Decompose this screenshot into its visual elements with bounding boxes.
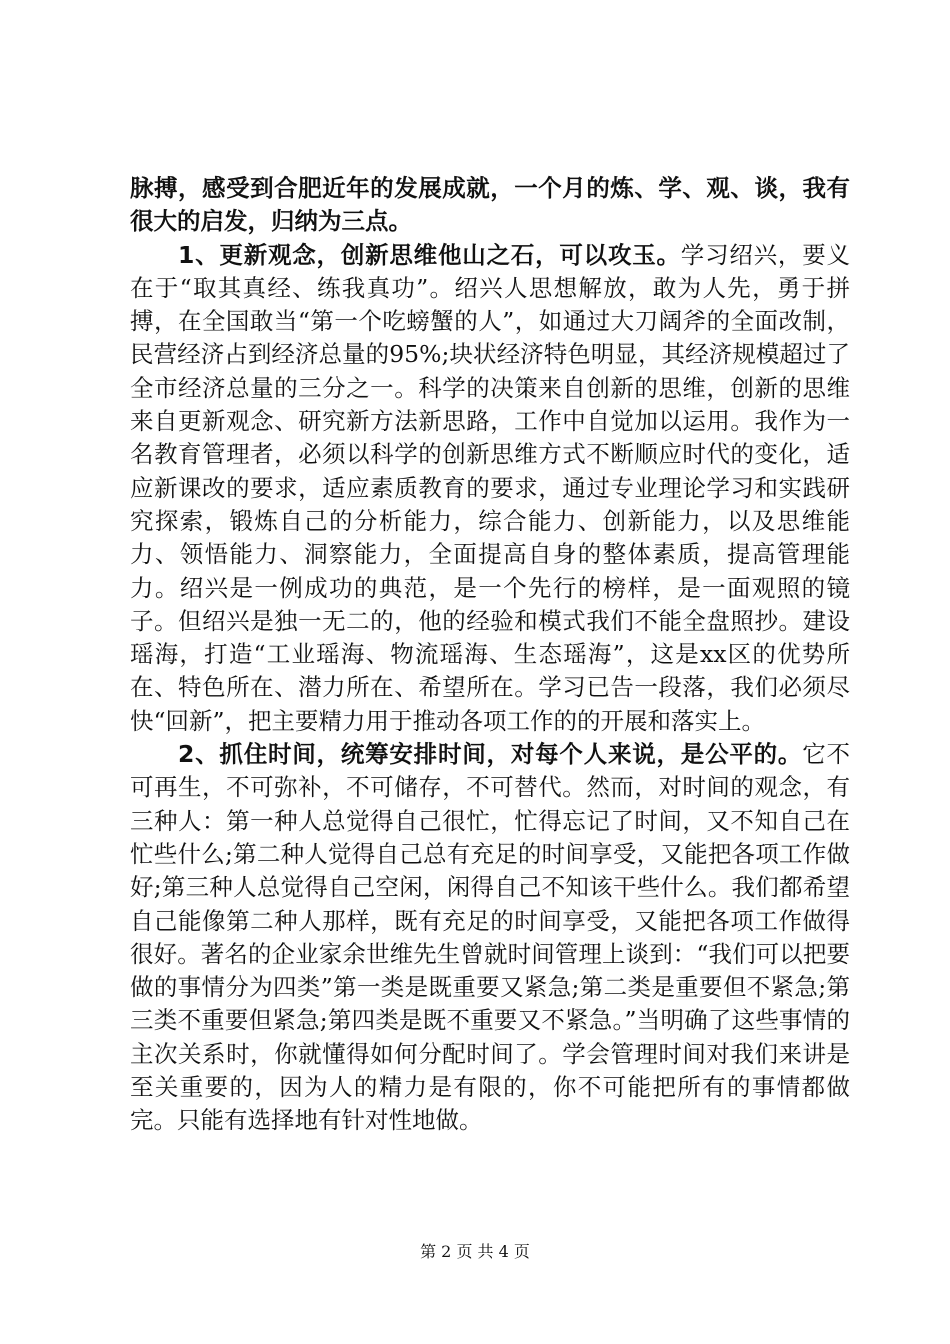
paragraph-section-2 <box>130 738 850 1138</box>
paragraph-intro-text: 脉搏，感受到合肥近年的发展成就，一个月的炼、学、观、谈，我有很大的启发，归纳为三点。 <box>130 174 850 236</box>
section-2-heading: 2、抓住时间，统筹安排时间，对每个人来说，是公平的。 <box>178 740 803 769</box>
section-1-body: 学习绍兴，要义在于“取其真经、练我真功”。绍兴人思想解放，敢为人先，勇于拼搏，在全国敢当“第一个吃螃蟹的人”，如通过大刀阔斧的全面改制，民营经济占到经济总量的95%;块状经济特色明显，其经济规模超过了全市经济总量的三分之一。科学的决策来自创新的思维，创新的思维来自更新观念、研究新方法新思路，工作中自觉加以运用。我作为一名教育管理者，必须以科学的创新思维方式不断顺应时代的变化，适应新课改的要求，适应素质教育的要求，通过专业理论学习和实践研究探索，锻炼自己的分析能力，综合能力、创新能力，以及思维能力、领悟能力、洞察能力，全面提高自身的整体素质，提高管理能力。绍兴是一例成功的典范，是一个先行的榜样，是一面观照的镜子。但绍兴是独一无二的，他的经验和模式我们不能全盘照抄。建设瑶海，打造“工业瑶海、物流瑶海、生态瑶海”，这是xx区的优势所在、特色所在、潜力所在、希望所在。学习已告一段落，我们必须尽快“回新”，把主要精力用于推动各项工作的的开展和落实上。 <box>130 240 850 735</box>
section-2-body: 它不可再生，不可弥补，不可储存，不可替代。然而，对时间的观念，有三种人：第一种人总觉得自己很忙，忙得忘记了时间，又不知自己在忙些什么;第二种人觉得自己总有充足的时间享受，又能把各项工作做好;第三种人总觉得自己空闲，闲得自己不知该干些什么。我们都希望自己能像第二种人那样，既有充足的时间享受，又能把各项工作做得很好。著名的企业家余世维先生曾就时间管理上谈到：“我们可以把要做的事情分为四类”第一类是既重要又紧急;第二类是重要但不紧急;第三类不重要但紧急;第四类是既不重要又不紧急。”当明确了这些事情的主次关系时，你就懂得如何分配时间了。学会管理时间对我们来讲是至关重要的，因为人的精力是有限的，你不可能把所有的事情都做完。只能有选择地有针对性地做。 <box>130 740 851 1135</box>
document-body <box>130 172 850 1138</box>
page-number-footer: 第 2 页 共 4 页 <box>420 1242 530 1261</box>
paragraph-intro <box>130 172 850 239</box>
paragraph-section-1 <box>130 239 850 738</box>
section-1-heading: 1、更新观念，创新思维他山之石，可以攻玉。 <box>178 240 681 269</box>
